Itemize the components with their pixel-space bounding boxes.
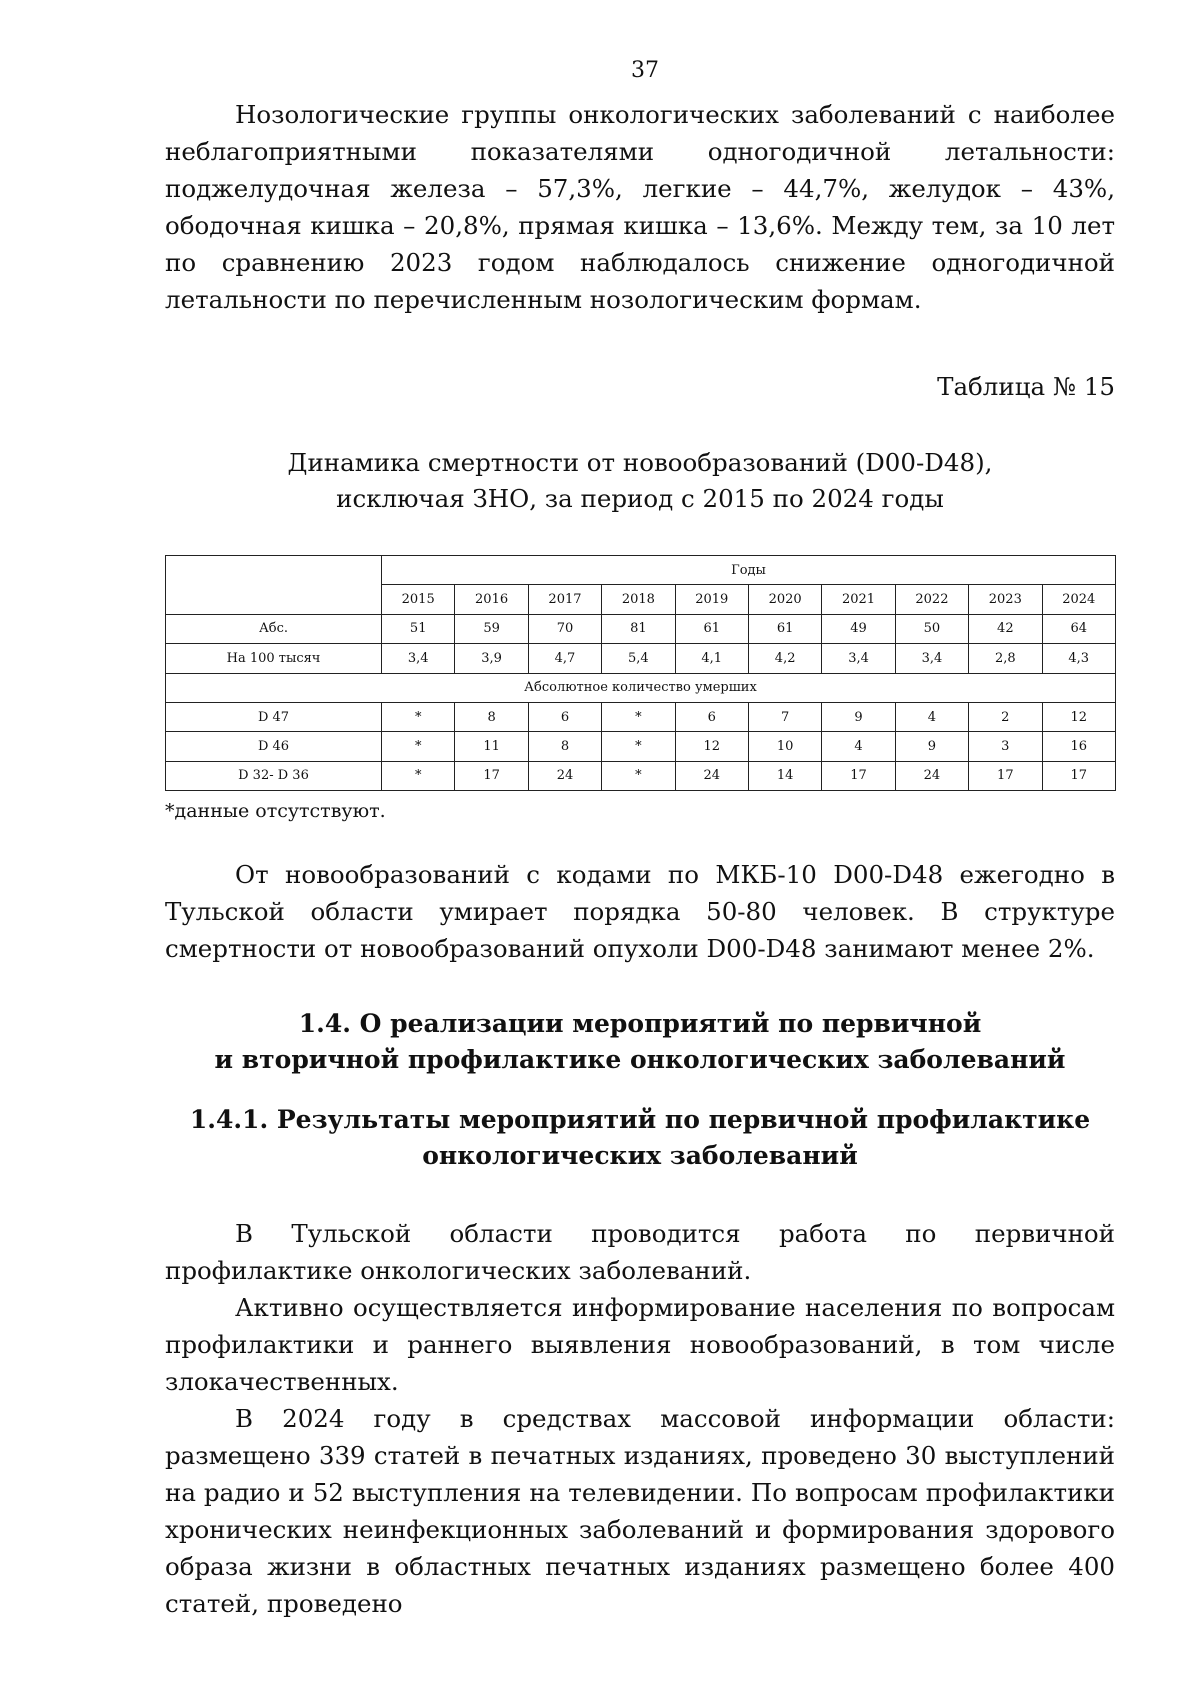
table-row-label: На 100 тысяч bbox=[166, 644, 382, 673]
table-row-label: D 32- D 36 bbox=[166, 761, 382, 790]
table-cell: 8 bbox=[528, 732, 601, 761]
table-cell: 9 bbox=[822, 702, 895, 731]
table-cell: 61 bbox=[675, 614, 748, 643]
table-row bbox=[166, 761, 1116, 790]
paragraph-media-2024: В 2024 году в средствах массовой информации области: размещено 339 статей в печатных изданиях, проведено 30 выступлений на радио и 52 выступления на телевидении. По вопросам профилактики хронических неинфекционных заболеваний и формирования здорового образа жизни в областных печатных изданиях размещено более 400 статей, проведено bbox=[165, 1404, 1115, 1618]
section-heading-1-4-line-2: и вторичной профилактике онкологических заболеваний bbox=[214, 1045, 1066, 1074]
table-cell: 4,1 bbox=[675, 644, 748, 673]
table-cell: 4,7 bbox=[528, 644, 601, 673]
table-footnote: *данные отсутствуют. bbox=[165, 800, 386, 822]
table-cell: 11 bbox=[455, 732, 528, 761]
table-title-line-1: Динамика смертности от новообразований (D00-D48), bbox=[287, 448, 993, 477]
table-cell: 51 bbox=[382, 614, 455, 643]
table-cell: 16 bbox=[1042, 732, 1115, 761]
table-cell: 5,4 bbox=[602, 644, 675, 673]
table-cell: 4 bbox=[895, 702, 968, 731]
table-section-row bbox=[166, 673, 1116, 702]
table-cell: 49 bbox=[822, 614, 895, 643]
mortality-table bbox=[165, 555, 1116, 791]
table-year-cell: 2016 bbox=[455, 585, 528, 614]
table-cell: 14 bbox=[748, 761, 821, 790]
table-cell: 6 bbox=[528, 702, 601, 731]
section-heading-1-4-1-line-1: 1.4.1. Результаты мероприятий по первичной профилактике bbox=[189, 1105, 1091, 1134]
table-cell: 4,2 bbox=[748, 644, 821, 673]
table-label: Таблица № 15 bbox=[937, 372, 1115, 401]
table-cell: 61 bbox=[748, 614, 821, 643]
table-title-line-2: исключая ЗНО, за период с 2015 по 2024 годы bbox=[336, 484, 944, 513]
table-year-cell: 2017 bbox=[528, 585, 601, 614]
paragraph-mortality-structure: От новообразований с кодами по МКБ-10 D00-D48 ежегодно в Тульской области умирает порядка 50-80 человек. В структуре смертности от новообразований опухоли D00-D48 занимают менее 2%. bbox=[165, 860, 1115, 963]
table-cell: 12 bbox=[1042, 702, 1115, 731]
table-cell: * bbox=[382, 702, 455, 731]
table-year-cell: 2023 bbox=[969, 585, 1042, 614]
table-row-label: D 47 bbox=[166, 702, 382, 731]
page-number: 37 bbox=[631, 58, 659, 83]
section-heading-1-4-1 bbox=[165, 1102, 1115, 1174]
table-cell: 8 bbox=[455, 702, 528, 731]
table-years-header: Годы bbox=[382, 556, 1116, 585]
table-cell: 4,3 bbox=[1042, 644, 1115, 673]
table-cell: 50 bbox=[895, 614, 968, 643]
table-year-cell: 2022 bbox=[895, 585, 968, 614]
table-header-row bbox=[166, 556, 1116, 585]
table-cell: * bbox=[602, 732, 675, 761]
table-year-cell: 2019 bbox=[675, 585, 748, 614]
table-row bbox=[166, 702, 1116, 731]
table-cell: * bbox=[382, 761, 455, 790]
table-cell: 59 bbox=[455, 614, 528, 643]
table-cell: 17 bbox=[969, 761, 1042, 790]
table-section-header: Абсолютное количество умерших bbox=[166, 673, 1116, 702]
table-cell: 4 bbox=[822, 732, 895, 761]
paragraph-public-information: Активно осуществляется информирование населения по вопросам профилактики и раннего выявления новообразований, в том числе злокачественных. bbox=[165, 1293, 1115, 1396]
table-cell: 10 bbox=[748, 732, 821, 761]
section-heading-1-4-1-line-2: онкологических заболеваний bbox=[422, 1141, 858, 1170]
table-row-label: D 46 bbox=[166, 732, 382, 761]
table-row bbox=[166, 644, 1116, 673]
table-cell: 6 bbox=[675, 702, 748, 731]
table-cell: 42 bbox=[969, 614, 1042, 643]
table-row-label: Абс. bbox=[166, 614, 382, 643]
table-year-cell: 2020 bbox=[748, 585, 821, 614]
table-cell: 7 bbox=[748, 702, 821, 731]
table-row bbox=[166, 614, 1116, 643]
table-cell: 12 bbox=[675, 732, 748, 761]
table-cell: 3 bbox=[969, 732, 1042, 761]
table-cell: 3,9 bbox=[455, 644, 528, 673]
table-cell: 2,8 bbox=[969, 644, 1042, 673]
table-cell: 2 bbox=[969, 702, 1042, 731]
table-corner-cell bbox=[166, 556, 382, 615]
section-heading-1-4 bbox=[165, 1006, 1115, 1078]
table-row bbox=[166, 732, 1116, 761]
table-year-cell: 2018 bbox=[602, 585, 675, 614]
table-cell: 64 bbox=[1042, 614, 1115, 643]
table-title bbox=[165, 445, 1115, 517]
table-cell: 3,4 bbox=[382, 644, 455, 673]
table-cell: 24 bbox=[528, 761, 601, 790]
table-cell: 17 bbox=[1042, 761, 1115, 790]
table-year-cell: 2024 bbox=[1042, 585, 1115, 614]
table-cell: 24 bbox=[675, 761, 748, 790]
table-cell: 3,4 bbox=[822, 644, 895, 673]
section-heading-1-4-line-1: 1.4. О реализации мероприятий по первичной bbox=[298, 1009, 982, 1038]
table-cell: 17 bbox=[455, 761, 528, 790]
table-cell: 81 bbox=[602, 614, 675, 643]
table-cell: * bbox=[602, 761, 675, 790]
table-year-cell: 2015 bbox=[382, 585, 455, 614]
table-year-cell: 2021 bbox=[822, 585, 895, 614]
table-cell: 70 bbox=[528, 614, 601, 643]
table-cell: 9 bbox=[895, 732, 968, 761]
table-cell: 24 bbox=[895, 761, 968, 790]
table-cell: 3,4 bbox=[895, 644, 968, 673]
table-cell: 17 bbox=[822, 761, 895, 790]
table-cell: * bbox=[602, 702, 675, 731]
table-cell: * bbox=[382, 732, 455, 761]
intro-paragraph: Нозологические группы онкологических заболеваний с наиболее неблагоприятными показателями одногодичной летальности: поджелудочная железа – 57,3%, легкие – 44,7%, желудок – 43%, ободочная кишка – 20,8%, прямая кишка – 13,6%. Между тем, за 10 лет по сравнению 2023 годом наблюдалось снижение одногодичной летальности по перечисленным нозологическим формам. bbox=[165, 100, 1115, 314]
paragraph-primary-prevention: В Тульской области проводится работа по первичной профилактике онкологических заболеваний. bbox=[165, 1219, 1115, 1285]
